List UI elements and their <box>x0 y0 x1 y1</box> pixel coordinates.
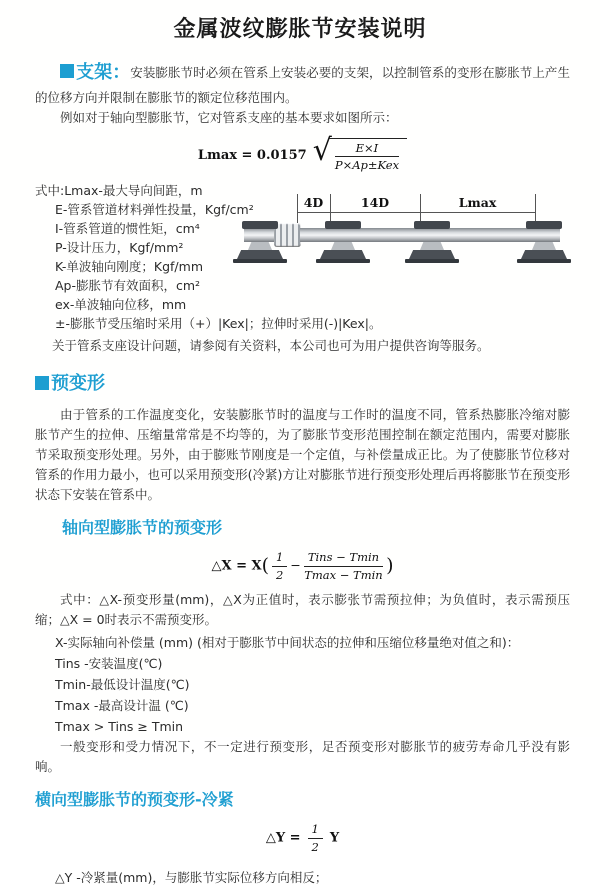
support-heading: 支架： <box>76 62 131 84</box>
support-intro-paragraph <box>35 59 570 108</box>
page-title: 金属波纹膨胀节安装说明 <box>173 17 427 42</box>
parameter-line: X-实际轴向补偿量 (mm) (相对于膨胀节中间状态的拉伸和压缩位移量绝对值之和)： <box>55 634 520 650</box>
support-note: 关于管系支座设计问题，请参阅有关资料，本公司也可为用户提供咨询等服务。 <box>52 337 490 353</box>
support-clamp <box>325 221 361 229</box>
pipe-support <box>404 190 460 274</box>
definition-item: ±-膨胀节受压缩时采用（+）|Kex|；拉伸时采用(-)|Kex|。 <box>55 315 382 331</box>
support-base <box>316 259 370 263</box>
parameter-line: Tmax -最高设计温 (℃) <box>55 697 189 713</box>
definition-item: Ap-膨胀节有效面积，cm² <box>55 277 201 293</box>
parameter-line: Tins -安装温度(℃) <box>55 655 163 671</box>
half-numerator: 1 <box>308 822 323 838</box>
support-pedestal <box>320 250 366 259</box>
support-intro-text: 安装膨胀节时必须在管系上安装必要的支架，以控制管系的变形在膨胀节上产生的位移方向并限制在膨胀节的额定位移范围内。 <box>35 65 570 105</box>
fraction-denominator: P×Ap±Kex <box>334 158 400 173</box>
half-denominator: 2 <box>276 567 284 582</box>
support-base <box>517 259 571 263</box>
preform-heading-label: 预变形 <box>51 372 105 394</box>
minus-sign: − <box>290 557 301 573</box>
blue-square-icon <box>35 376 49 390</box>
half-numerator: 1 <box>272 550 287 566</box>
support-neck <box>532 242 556 250</box>
dimension-label-4d: 4D <box>303 195 324 210</box>
temp-fraction-numerator: Tins − Tmin <box>304 550 383 566</box>
support-neck <box>420 242 444 250</box>
blue-square-icon <box>60 64 74 78</box>
temperature-fraction <box>304 550 383 582</box>
support-base <box>405 259 459 263</box>
definition-item: P-设计压力，Kgf/mm² <box>55 239 184 255</box>
open-paren: ( <box>261 554 270 577</box>
support-neck <box>248 242 272 250</box>
pipe-support-anchor <box>232 190 288 274</box>
dimension-label-lmax: Lmax <box>458 195 497 210</box>
axial-preform-heading: 轴向型膨胀节的预变形 <box>62 517 223 537</box>
axial-explanation: 式中：△X-预变形量(mm)，△X为正值时，表示膨张节需预拉伸；为负值时，表示需预压缩；△X = 0时表示不需预变形。 <box>35 591 570 627</box>
pipe-support <box>516 190 572 274</box>
support-example-line: 例如对于轴向型膨胀节，它对管系支座的基本要求如图所示： <box>60 109 398 125</box>
support-section <box>35 59 570 888</box>
fraction-numerator: E×I <box>335 141 399 157</box>
fraction <box>335 141 399 173</box>
dimension-label-14d: 14D <box>360 195 390 210</box>
definition-item: I-管系管道的惯性矩，cm⁴ <box>55 220 200 236</box>
parameter-line: Tmax > Tins ≥ Tmin <box>55 718 184 734</box>
support-pedestal <box>521 250 567 259</box>
formula-dx-lhs: △X = X <box>211 558 262 574</box>
half-fraction <box>308 822 323 854</box>
radical <box>312 132 407 173</box>
support-clamp <box>526 221 562 229</box>
lateral-note: △Y -冷紧量(mm)，与膨胀节实际位移方向相反； <box>55 870 328 886</box>
definition-item: E-管系管道材料弹性投量，Kgf/cm² <box>55 201 254 217</box>
radicand <box>329 138 407 173</box>
preform-paragraph: 由于管系的工作温度变化，安装膨胀节时的温度与工作时的温度不同，管系热膨胀冷缩对膨胀节产生的拉伸、压缩量常常是不均等的，为了膨胀节变形范围控制在额定范围内，需要对膨胀节采取预变形处理。另外，由于膨账节刚度是一个定值，与补偿量成正比。为了使膨胀节位移对管系的作用力最小，也可以采用预变形(冷紧)方让对膨胀节进行预变形处理后再将膨胀节在预变形状态下安装在管系中。 <box>35 406 570 502</box>
lateral-preform-heading: 横向型膨胀节的预变形-冷紧 <box>35 789 234 809</box>
axial-parameter-list <box>35 632 570 737</box>
support-pedestal <box>237 250 283 259</box>
parameter-line: Tmin-最低设计温度(℃) <box>55 676 190 692</box>
support-neck <box>331 242 355 250</box>
pipe-support-diagram <box>240 190 570 274</box>
support-clamp <box>242 221 278 229</box>
sqrt-sign: √ <box>312 132 332 168</box>
support-base <box>233 259 287 263</box>
temp-fraction-denominator: Tmax − Tmin <box>304 567 383 582</box>
pipe-support <box>315 190 371 274</box>
half-denominator: 2 <box>311 839 319 854</box>
formula-dy-lhs: △Y = <box>265 830 301 846</box>
support-clamp <box>414 221 450 229</box>
close-paren: ) <box>386 554 394 577</box>
formula-lmax <box>35 132 570 173</box>
formula-delta-y <box>35 822 570 854</box>
half-fraction <box>272 550 287 582</box>
formula-lmax-lhs: Lmax = 0.0157 <box>197 147 307 163</box>
preform-section-heading <box>35 370 570 399</box>
definition-item: ex-单波轴向位移，mm <box>55 296 187 312</box>
axial-note: 一般变形和受力情况下，不一定进行预变形，足否预变形对膨胀节的疲劳寿命几乎没有影响。 <box>35 738 570 774</box>
support-pedestal <box>409 250 455 259</box>
definition-item: 式中:Lmax-最大导向间距，m <box>35 182 203 198</box>
formula-delta-x <box>35 550 570 582</box>
formula-dy-rhs: Y <box>329 830 340 846</box>
definition-item: K-单波轴向刚度；Kgf/mm <box>55 258 203 274</box>
